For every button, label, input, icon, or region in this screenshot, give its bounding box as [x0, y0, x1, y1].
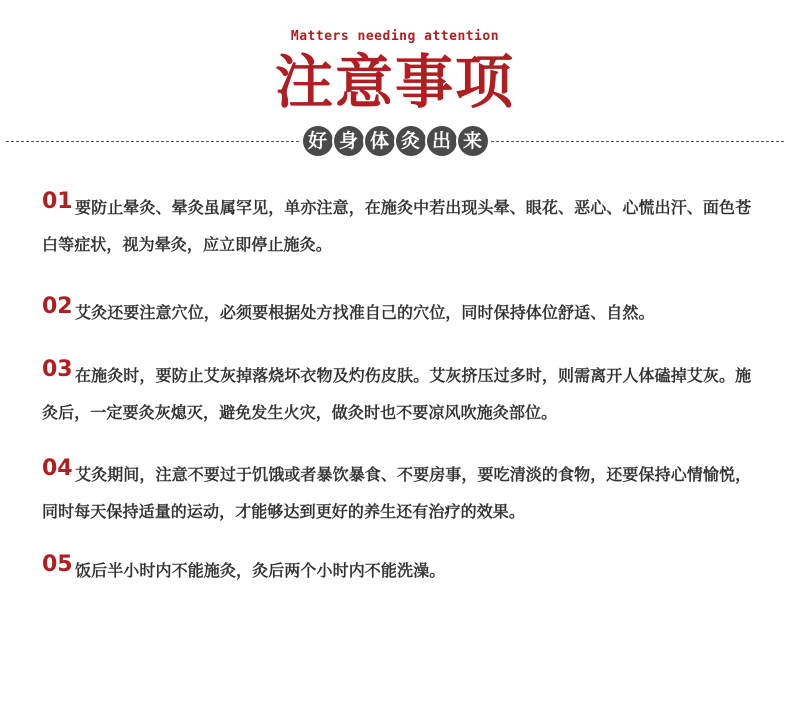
slogan-badge: 体	[365, 126, 395, 156]
subtitle: Matters needing attention	[290, 29, 500, 44]
item-text: 艾灸还要注意穴位，必须要根据处方找准自己的穴位，同时保持体位舒适、自然。	[75, 303, 655, 322]
slogan-badge: 来	[458, 126, 488, 156]
item-number: 02	[42, 294, 73, 319]
slogan-badge: 身	[334, 126, 364, 156]
item-text: 饭后半小时内不能施灸，灸后两个小时内不能洗澡。	[75, 561, 446, 580]
item-text: 在施灸时，要防止艾灰掉落烧坏衣物及灼伤皮肤。艾灰挤压过多时，则需离开人体磕掉艾灰。施灸后，一定要灸灰熄灭，避免发生火灾，做灸时也不要凉风吹施灸部位。	[42, 366, 752, 422]
list-item	[42, 552, 758, 589]
item-number: 03	[42, 357, 73, 382]
list-item	[42, 294, 758, 331]
list-item	[42, 456, 758, 530]
item-number: 01	[42, 189, 73, 214]
slogan-badge: 出	[427, 126, 457, 156]
list-item	[42, 189, 758, 263]
item-text: 要防止晕灸、晕灸虽属罕见，单亦注意，在施灸中若出现头晕、眼花、恶心、心慌出汗、面色苍白等症状，视为晕灸，应立即停止施灸。	[42, 198, 752, 254]
item-text: 艾灸期间，注意不要过于饥饿或者暴饮暴食、不要房事，要吃清淡的食物，还要保持心情愉悦，同时每天保持适量的运动，才能够达到更好的养生还有治疗的效果。	[42, 465, 752, 521]
list-item	[42, 357, 758, 431]
slogan-badge: 灸	[396, 126, 426, 156]
item-number: 05	[42, 552, 73, 577]
slogan-badge: 好	[303, 126, 333, 156]
item-number: 04	[42, 456, 73, 481]
page-title: 注意事项	[274, 48, 515, 116]
slogan-badges	[0, 126, 790, 156]
